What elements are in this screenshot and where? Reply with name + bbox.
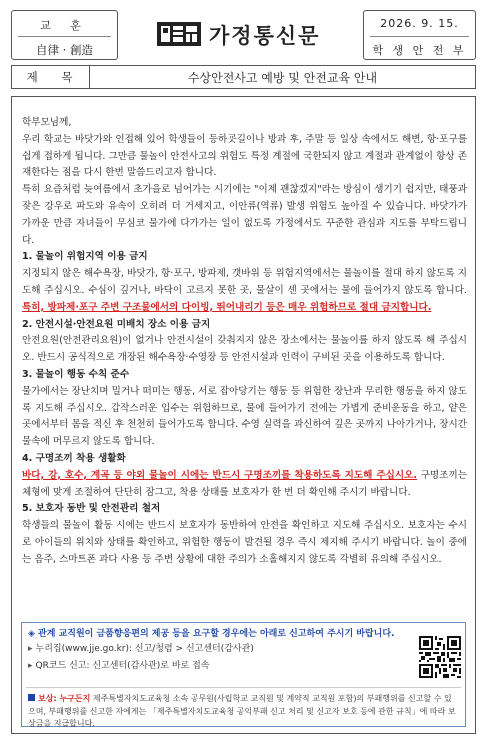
- motto-divider: [18, 36, 111, 37]
- section-1-title: 1. 물놀이 위험지역 이용 금지: [22, 251, 148, 263]
- reward-label: 보상: 누구든지: [38, 694, 91, 703]
- section-1-body: [22, 266, 467, 316]
- intro-paragraph-1: 우리 학교는 바닷가와 인접해 있어 학생들이 등하굣길이나 방과 후, 주말 등 일상 속에서도 해변, 항·포구를 쉽게 접하게 됩니다. 그만큼 물놀이 안전사고의 위험도 특정 계절에 국한되지 않고 계절과 관계없이 항상 존재한다는 점을 다시 한번 말씀드리고자 합니다.: [22, 133, 467, 179]
- date-department-box: [363, 10, 476, 60]
- letter-body: [11, 96, 476, 734]
- school-logo-icon: [157, 22, 201, 46]
- topic-label: 제 목: [12, 66, 90, 88]
- notice-divider: [26, 687, 461, 688]
- newsletter-header: [11, 10, 476, 60]
- issue-date: 2026. 9. 15.: [380, 17, 459, 30]
- motto-title: 교 훈: [40, 19, 89, 32]
- triangle-bullet-icon: ▸: [28, 644, 33, 654]
- section-1-warning: 특히, 방파제·포구 주변 구조물에서의 다이빙, 뛰어내리기 등은 매우 위험하므로 절대 금지합니다.: [22, 301, 432, 313]
- section-4-title: 4. 구명조끼 착용 생활화: [22, 452, 126, 464]
- school-motto-box: [11, 10, 118, 60]
- reward-notice: [28, 693, 458, 731]
- triangle-bullet-icon: ▸: [28, 661, 33, 671]
- letter-content: [22, 115, 467, 569]
- section-2-text: 안전요원(안전관리요원)이 없거나 안전시설이 갖춰지지 않은 장소에서는 물놀이를 하지 않도록 해 주십시오. 반드시 공식적으로 개장된 해수욕장·수영장 등 안전시설과 인력이 구비된 곳을 이용하도록 합니다.: [22, 335, 467, 364]
- greeting: 학부모님께,: [22, 117, 72, 128]
- intro-paragraph-2: 특히 요즘처럼 늦여름에서 초가을로 넘어가는 시기에는 "이제 괜찮겠지"라는 방심이 생기기 쉽지만, 태풍과 잦은 강우로 파도와 유속이 오히려 더 거세지고, 이안류(역류) 발생 위험도 높아질 수 있습니다. 바닷가가 가까운 만큼 자녀들이 무심코 물가에 다가가는 일이 없도록 가정에서도 꾸준한 관심과 지도를 부탁드립니다.: [22, 184, 467, 246]
- motto-text: 自律 · 創造: [36, 43, 93, 57]
- section-5-text: 학생들의 물놀이 활동 시에는 반드시 보호자가 동반하여 안전을 확인하고 지도해 주십시오. 보호자는 수시로 아이들의 위치와 상태를 확인하고, 위험한 행동이 발견될 경우 즉시 제지해 주시기 바랍니다. 놀이 중에는 음주, 스마트폰 과다 사용 등 주변 상황에 대한 주의가 소홀해지지 않도록 각별히 유의해 주십시오.: [22, 520, 467, 565]
- notice-report-qr: ▸ QR코드 신고: 신고센터(감사관)로 바로 접속: [28, 661, 210, 671]
- newsletter-title: 가정통신문: [209, 24, 321, 48]
- section-4-body: [22, 468, 467, 502]
- qr-code-icon[interactable]: [419, 636, 461, 678]
- section-2-title: 2. 안전시설·안전요원 미배치 장소 이용 금지: [22, 318, 211, 330]
- reward-text: 제주특별자치도교육청 소속 공무원(사립학교 교직원 및 계약직 교직원 포함)의 부패행위를 신고할 수 있으며, 부패행위를 신고한 자에게는 「제주특별자치도교육청 공익부패 신고 처리 및 신고자 보호 등에 관한 규칙」에 따라 보상금을 지급합니다.: [28, 694, 456, 728]
- section-3-text: 물가에서는 장난치며 밀거나 떠미는 행동, 서로 잡아당기는 행동 등 위험한 장난과 무리한 행동을 하지 않도록 지도해 주십시오. 갑작스러운 입수는 위험하므로, 물에 들어가기 전에는 가볍게 준비운동을 하고, 얕은 곳에서부터 몸을 적신 후 천천히 들어가도록 합니다. 수영 실력을 과신하여 깊은 곳까지 나아가거나, 장시간 물속에 머무르지 않도록 합니다.: [22, 385, 467, 448]
- section-4-text: 구명조끼는 체형에 맞게 조절하여 단단히 잠그고, 착용 상태를 보호자가 한 번 더 확인해 주시기 바랍니다.: [22, 469, 467, 498]
- newsletter-title-area: [157, 19, 357, 49]
- notice-report-website[interactable]: ▸ 누리집(www.jje.go.kr): 신고/청렴 > 신고센터(감사관): [28, 644, 254, 654]
- section-4-warning: 바다, 강, 호수, 계곡 등 야외 물놀이 시에는 반드시 구명조끼를 착용하도록 지도해 주십시오.: [22, 469, 418, 481]
- section-3-title: 3. 물놀이 행동 수칙 준수: [22, 368, 130, 380]
- date-divider: [370, 36, 469, 37]
- notice-headline: ◈ 관계 교직원이 금품향응편의 제공 등을 요구할 경우에는 아래로 신고하여 주시기 바랍니다.: [28, 629, 395, 639]
- integrity-notice-box: [21, 622, 466, 727]
- topic-row: [11, 65, 476, 89]
- topic-title: 수상안전사고 예방 및 안전교육 안내: [187, 70, 378, 85]
- department: 학 생 안 전 부: [372, 44, 467, 57]
- section-5-title: 5. 보호자 동반 및 안전관리 철저: [22, 503, 161, 515]
- square-bullet-icon: [28, 694, 35, 701]
- section-1-text: 지정되지 않은 해수욕장, 바닷가, 항·포구, 방파제, 갯바위 등 위험지역에서는 물놀이를 절대 하지 않도록 지도해 주십시오. 수심이 깊거나, 바닥이 고르지 못한 곳, 물살이 센 곳에서는 물에 들어가지 않도록 합니다.: [22, 268, 467, 296]
